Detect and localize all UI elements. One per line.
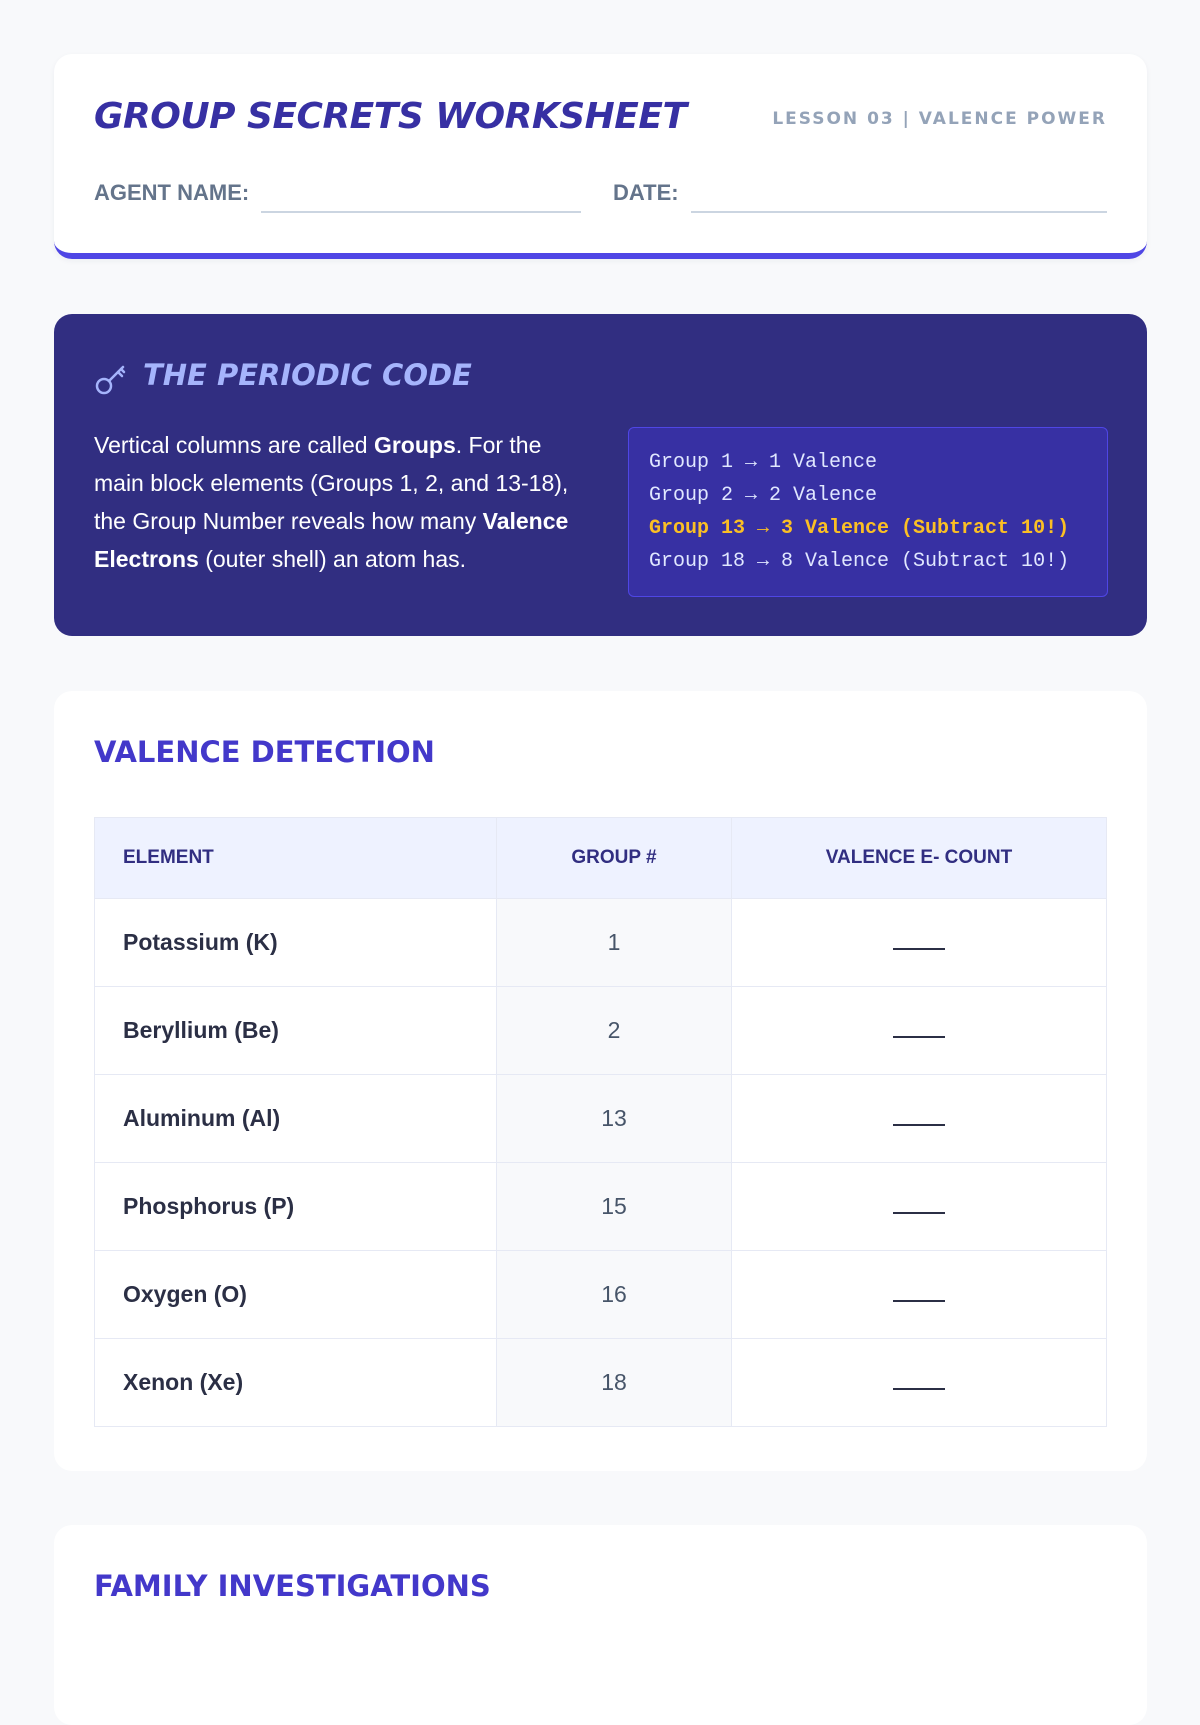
column-header-group: GROUP # (497, 818, 732, 899)
answer-blank[interactable] (893, 1022, 945, 1038)
periodic-code-title: THE PERIODIC CODE (143, 358, 472, 392)
element-cell: Phosphorus (P) (95, 1163, 497, 1251)
lesson-tag: LESSON 03 | VALENCE POWER (772, 109, 1107, 129)
answer-cell[interactable] (732, 1339, 1107, 1427)
column-header-valence: VALENCE E- COUNT (732, 818, 1107, 899)
periodic-code-explanation: Vertical columns are called Groups. For the main block elements (Groups 1, 2, and 13-18), the Group Number reveals how many Valence Electrons (outer shell) an atom has. (94, 432, 569, 572)
group-cell: 13 (497, 1075, 732, 1163)
section-title: VALENCE DETECTION (94, 735, 435, 769)
answer-cell[interactable] (732, 987, 1107, 1075)
worksheet-header (54, 54, 1147, 259)
periodic-code-panel (54, 314, 1147, 636)
element-cell: Xenon (Xe) (95, 1339, 497, 1427)
group-cell: 1 (497, 899, 732, 987)
element-cell: Oxygen (O) (95, 1251, 497, 1339)
agent-name-label: AGENT NAME: (94, 180, 250, 205)
agent-name-field[interactable] (261, 211, 581, 213)
group-cell: 16 (497, 1251, 732, 1339)
page-title: GROUP SECRETS WORKSHEET (94, 96, 687, 137)
answer-cell[interactable] (732, 1251, 1107, 1339)
emphasis-groups: Groups (373, 432, 456, 458)
answer-cell[interactable] (732, 1163, 1107, 1251)
table-row (95, 899, 1107, 987)
element-cell: Aluminum (Al) (95, 1075, 497, 1163)
answer-blank[interactable] (893, 1198, 945, 1214)
table-row (95, 1339, 1107, 1427)
answer-blank[interactable] (893, 1110, 945, 1126)
table-row (95, 1075, 1107, 1163)
answer-blank[interactable] (893, 1286, 945, 1302)
rule-line-highlighted: Group 13 → 3 Valence (Subtract 10!) (649, 517, 1070, 540)
group-rules-box (628, 427, 1108, 597)
group-cell: 18 (497, 1339, 732, 1427)
rule-line: Group 18 → 8 Valence (Subtract 10!) (649, 550, 1070, 573)
answer-blank[interactable] (893, 934, 945, 950)
emphasis-valence-electrons: Valence Electrons (94, 508, 569, 572)
table-row (95, 1251, 1107, 1339)
family-investigations-section (54, 1525, 1147, 1725)
element-cell: Beryllium (Be) (95, 987, 497, 1075)
date-field[interactable] (691, 211, 1107, 213)
answer-cell[interactable] (732, 1075, 1107, 1163)
valence-table (94, 817, 1107, 1427)
group-cell: 15 (497, 1163, 732, 1251)
table-header-row (95, 818, 1107, 899)
rule-line: Group 2 → 2 Valence (649, 484, 878, 507)
answer-blank[interactable] (893, 1374, 945, 1390)
group-cell: 2 (497, 987, 732, 1075)
table-row (95, 987, 1107, 1075)
date-label: DATE: (613, 180, 679, 205)
valence-detection-section (54, 691, 1147, 1471)
key-icon (94, 362, 128, 396)
column-header-element: ELEMENT (95, 818, 497, 899)
section-title: FAMILY INVESTIGATIONS (94, 1569, 491, 1603)
table-row (95, 1163, 1107, 1251)
element-cell: Potassium (K) (95, 899, 497, 987)
answer-cell[interactable] (732, 899, 1107, 987)
rule-line: Group 1 → 1 Valence (649, 451, 878, 474)
